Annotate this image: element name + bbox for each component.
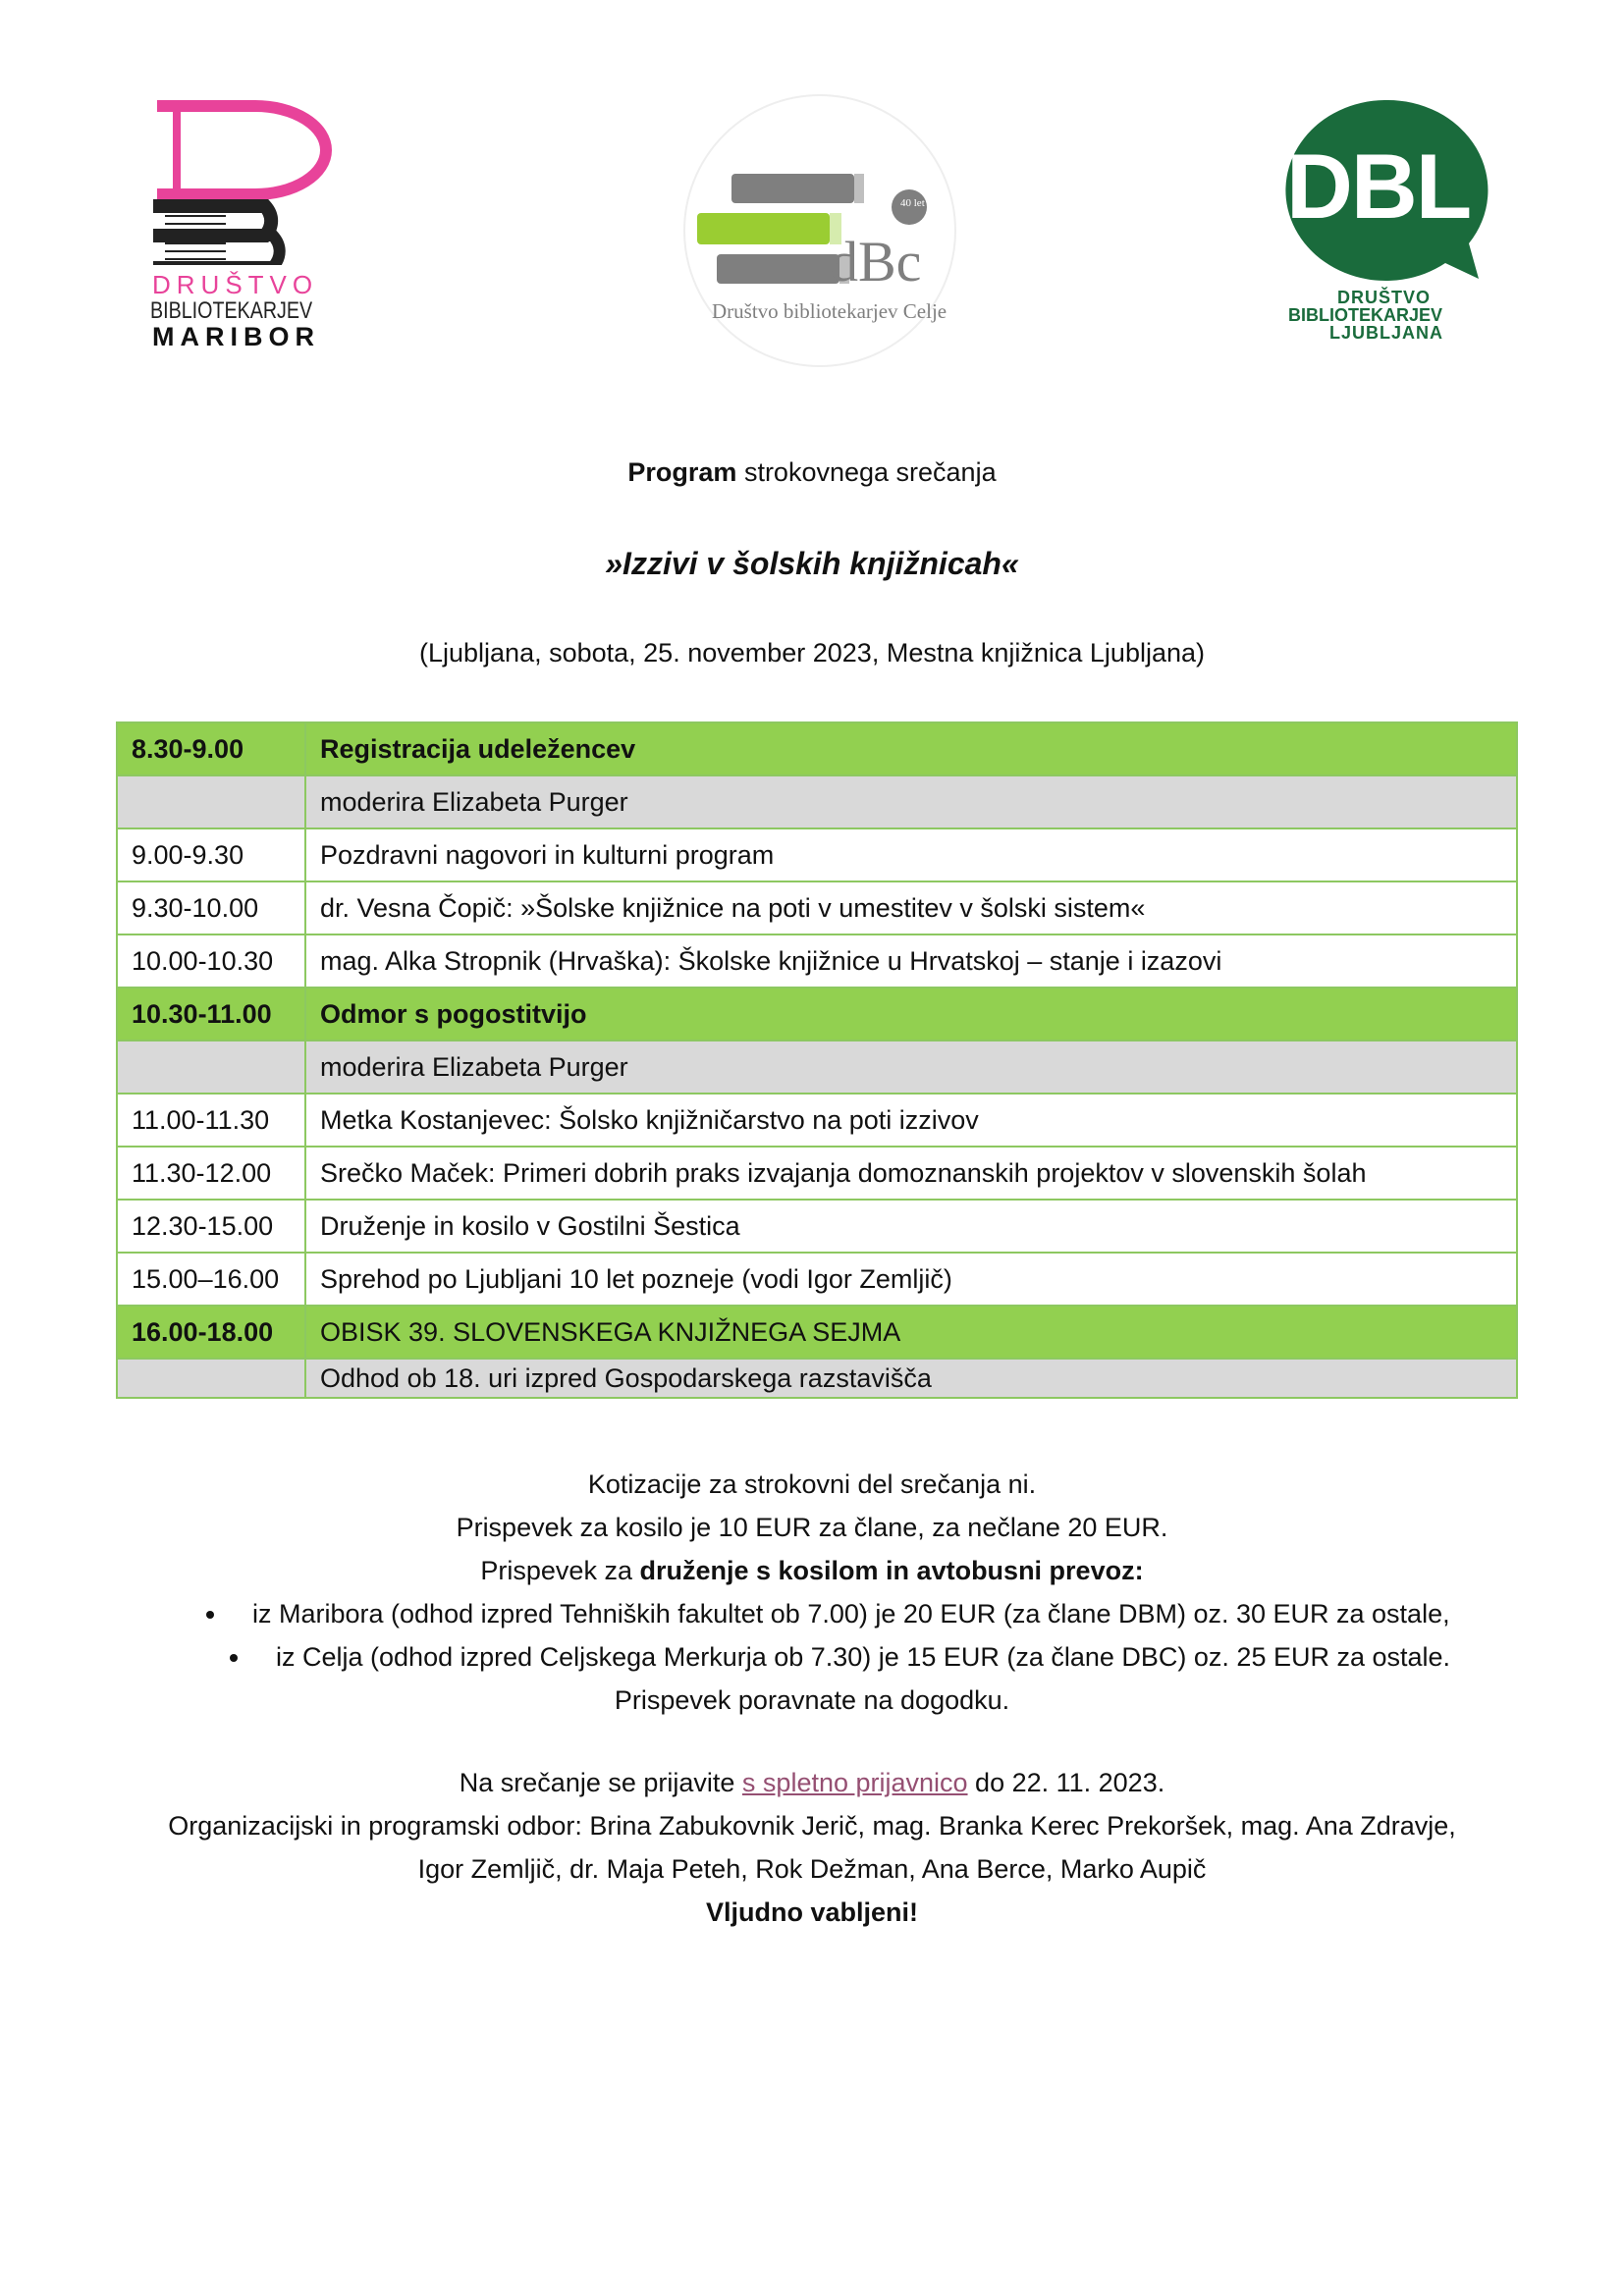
dbc-logo	[677, 93, 962, 417]
schedule-item: Odhod ob 18. uri izpred Gospodarskega razstavišča	[305, 1359, 1517, 1398]
schedule-row	[117, 881, 1517, 934]
committee-line-2: Igor Zemljič, dr. Maja Peteh, Rok Dežman, Ana Berce, Marko Aupič	[417, 1854, 1207, 1884]
event-title: »Izzivi v šolskih knjižnicah«	[605, 546, 1019, 581]
schedule-item: moderira Elizabeta Purger	[305, 1041, 1517, 1094]
dbl-line-3: LJUBLJANA	[1329, 323, 1444, 343]
schedule-row	[117, 988, 1517, 1041]
schedule-item: Srečko Maček: Primeri dobrih praks izvajanja domoznanskih projektov v slovenskih šolah	[305, 1147, 1517, 1200]
schedule-time: 10.00-10.30	[117, 934, 305, 988]
schedule-row	[117, 1041, 1517, 1094]
schedule-item: Metka Kostanjevec: Šolsko knjižničarstvo na poti izzivov	[305, 1094, 1517, 1147]
fees-section	[0, 1463, 1624, 1722]
program-heading-rest: strokovnega srečanja	[736, 457, 997, 487]
dbc-badge: 40 let	[900, 197, 925, 209]
transport-fee-pre: Prispevek za	[480, 1556, 640, 1585]
schedule-item: OBISK 39. SLOVENSKEGA KNJIŽNEGA SEJMA	[305, 1306, 1517, 1359]
transport-fee-heading	[0, 1549, 1624, 1592]
dbl-monogram: DBL	[1286, 134, 1471, 238]
transport-fee-bold: druženje s kosilom in avtobusni prevoz:	[639, 1556, 1144, 1585]
schedule-time	[117, 775, 305, 828]
schedule-row	[117, 722, 1517, 775]
schedule-row	[117, 1147, 1517, 1200]
registration-link[interactable]: s spletno prijavnico	[741, 1768, 968, 1797]
schedule-row	[117, 1200, 1517, 1253]
registration-note	[0, 1761, 1624, 1804]
schedule-time: 10.30-11.00	[117, 988, 305, 1041]
program-heading-bold: Program	[627, 457, 737, 487]
schedule-item: Odmor s pogostitvijo	[305, 988, 1517, 1041]
registration-pre: Na srečanje se prijavite	[459, 1768, 742, 1797]
schedule-time: 11.00-11.30	[117, 1094, 305, 1147]
schedule-item: Sprehod po Ljubljani 10 let pozneje (vodi Igor Zemljič)	[305, 1253, 1517, 1306]
registration-post: do 22. 11. 2023.	[967, 1768, 1165, 1797]
schedule-time	[117, 1359, 305, 1398]
schedule-time: 16.00-18.00	[117, 1306, 305, 1359]
schedule-time	[117, 1041, 305, 1094]
dbl-line-2: BIBLIOTEKARJEV	[1288, 305, 1443, 325]
schedule-item: mag. Alka Stropnik (Hrvaška): Školske knjižnice u Hrvatskoj – stanje i izazovi	[305, 934, 1517, 988]
schedule-row	[117, 934, 1517, 988]
dbm-line-2: BIBLIOTEKARJEV	[150, 297, 313, 324]
schedule-time: 15.00–16.00	[117, 1253, 305, 1306]
bullet-icon	[230, 1654, 238, 1662]
bullet-text: iz Maribora (odhod izpred Tehniških fakultet ob 7.00) je 20 EUR (za člane DBM) oz. 30 EUR za ostale,	[252, 1599, 1450, 1629]
schedule-row	[117, 1253, 1517, 1306]
schedule-time: 8.30-9.00	[117, 722, 305, 775]
schedule-row	[117, 1094, 1517, 1147]
committee-line-1: Organizacijski in programski odbor: Brina Zabukovnik Jerič, mag. Branka Kerec Prekoršek, mag. Ana Zdravje,	[168, 1811, 1456, 1841]
schedule-time: 9.00-9.30	[117, 828, 305, 881]
bullet-icon	[206, 1611, 214, 1619]
schedule-time: 12.30-15.00	[117, 1200, 305, 1253]
schedule-item: Registracija udeležencev	[305, 722, 1517, 775]
schedule-row	[117, 828, 1517, 881]
dbc-monogram: dBc	[830, 230, 922, 294]
lunch-fee-note: Prispevek za kosilo je 10 EUR za člane, za nečlane 20 EUR.	[456, 1513, 1168, 1542]
registration-section	[0, 1761, 1624, 1934]
schedule-item: Druženje in kosilo v Gostilni Šestica	[305, 1200, 1517, 1253]
schedule-item: dr. Vesna Čopič: »Šolske knjižnice na poti v umestitev v šolski sistem«	[305, 881, 1517, 934]
schedule-table	[116, 721, 1518, 1399]
schedule-item: moderira Elizabeta Purger	[305, 775, 1517, 828]
bullet-item	[0, 1592, 1624, 1635]
schedule-item: Pozdravni nagovori in kulturni program	[305, 828, 1517, 881]
dbm-logo	[147, 98, 344, 353]
dbc-caption: Društvo bibliotekarjev Celje	[712, 299, 947, 323]
program-heading	[0, 457, 1624, 488]
schedule-row	[117, 1359, 1517, 1398]
closing-greeting: Vljudno vabljeni!	[705, 1897, 918, 1927]
dbm-line-3: MARIBOR	[152, 322, 320, 351]
schedule-row	[117, 1306, 1517, 1359]
schedule-time: 9.30-10.00	[117, 881, 305, 934]
schedule-time: 11.30-12.00	[117, 1147, 305, 1200]
schedule-row	[117, 775, 1517, 828]
bullet-item	[0, 1635, 1624, 1679]
dbl-line-1: DRUŠTVO	[1337, 288, 1432, 307]
dbm-monogram-icon	[147, 98, 344, 265]
fee-note: Kotizacije za strokovni del srečanja ni.	[587, 1469, 1037, 1499]
dbm-line-1: DRUŠTVO	[152, 270, 319, 299]
event-subtitle: (Ljubljana, sobota, 25. november 2023, Mestna knjižnica Ljubljana)	[419, 638, 1205, 667]
payment-note: Prispevek poravnate na dogodku.	[614, 1685, 1010, 1715]
bullet-text: iz Celja (odhod izpred Celjskega Merkurja ob 7.30) je 15 EUR (za člane DBC) oz. 25 EUR za ostale.	[276, 1642, 1451, 1672]
dbl-logo	[1276, 96, 1512, 347]
